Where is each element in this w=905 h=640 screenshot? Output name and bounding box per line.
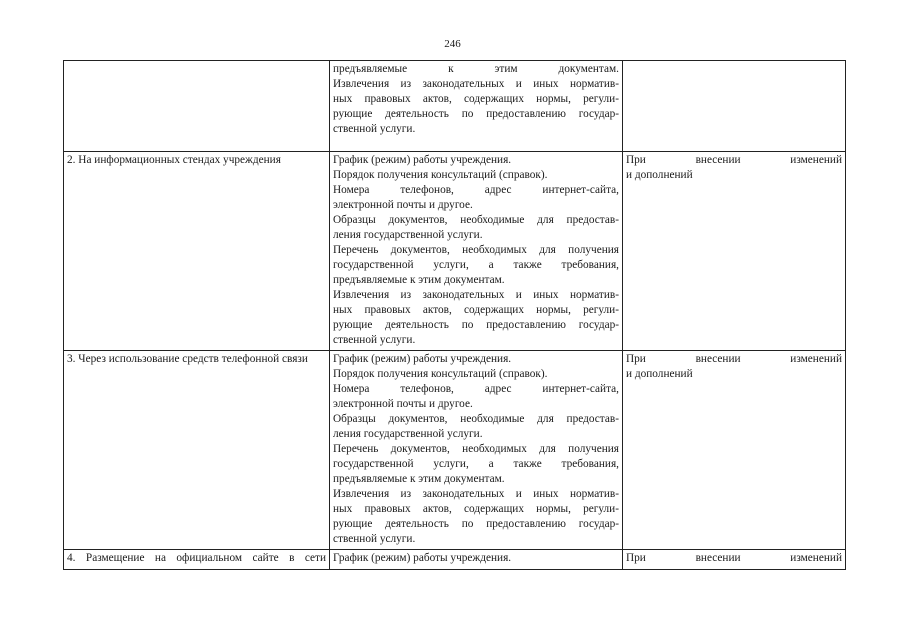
content-line: ных правовых актов, содержащих нормы, регули-: [333, 503, 619, 515]
content-line: Номера телефонов, адрес интернет-сайта,: [333, 184, 619, 196]
method-cell: 3. Через использование средств телефонной связи: [64, 351, 330, 550]
content-line: График (режим) работы учреждения.: [333, 552, 512, 564]
content-line: График (режим) работы учреждения.: [333, 353, 512, 365]
content-line: рующие деятельность по предоставлению государ-: [333, 319, 619, 331]
content-line: График (режим) работы учреждения.: [333, 154, 512, 166]
table-row: [64, 152, 846, 351]
method-cell: [64, 61, 330, 152]
table-row: [64, 351, 846, 550]
table-row: [64, 550, 846, 570]
content-cell: [330, 61, 623, 152]
content-line: Извлечения из законодательных и иных норматив-: [333, 78, 619, 90]
method-cell: 2. На информационных стендах учреждения: [64, 152, 330, 351]
content-line: предъявляемые к этим документам.: [333, 274, 505, 286]
table-row-continuation: [64, 61, 846, 152]
content-line: Перечень документов, необходимых для получения: [333, 244, 619, 256]
content-cell: [330, 152, 623, 351]
content-line: государственной услуги, а также требования,: [333, 259, 619, 271]
content-line: Извлечения из законодательных и иных норматив-: [333, 488, 619, 500]
page-number: 246: [444, 38, 461, 50]
content-line: Порядок получения консультаций (справок).: [333, 169, 548, 181]
content-line: предъявляемые к этим документам.: [333, 473, 505, 485]
content-line: ления государственной услуги.: [333, 229, 483, 241]
content-line: ных правовых актов, содержащих нормы, регули-: [333, 93, 619, 105]
content-line: Номера телефонов, адрес интернет-сайта,: [333, 383, 619, 395]
content-cell: [330, 550, 623, 570]
deadline-cell: [623, 351, 846, 550]
content-line: Извлечения из законодательных и иных норматив-: [333, 289, 619, 301]
deadline-line: При внесении изменений: [626, 154, 842, 166]
content-line: электронной почты и другое.: [333, 398, 473, 410]
deadline-line: При внесении изменений: [626, 552, 842, 564]
content-line: государственной услуги, а также требования,: [333, 458, 619, 470]
deadline-cell: [623, 61, 846, 152]
content-line: Образцы документов, необходимые для предостав-: [333, 413, 619, 425]
content-line: рующие деятельность по предоставлению государ-: [333, 518, 619, 530]
information-methods-table: [63, 60, 846, 570]
content-line: ных правовых актов, содержащих нормы, регули-: [333, 304, 619, 316]
content-line: Порядок получения консультаций (справок).: [333, 368, 548, 380]
content-cell: [330, 351, 623, 550]
method-cell: 4. Размещение на официальном сайте в сети: [64, 550, 330, 570]
content-line: электронной почты и другое.: [333, 199, 473, 211]
content-line: предъявляемые к этим документам.: [333, 63, 619, 75]
deadline-cell: [623, 152, 846, 351]
content-line: ственной услуги.: [333, 123, 416, 135]
deadline-line: и дополнений: [626, 368, 693, 380]
content-line: ственной услуги.: [333, 334, 416, 346]
content-line: рующие деятельность по предоставлению государ-: [333, 108, 619, 120]
content-line: ственной услуги.: [333, 533, 416, 545]
deadline-line: При внесении изменений: [626, 353, 842, 365]
deadline-cell: [623, 550, 846, 570]
content-line: Перечень документов, необходимых для получения: [333, 443, 619, 455]
deadline-line: и дополнений: [626, 169, 693, 181]
content-line: Образцы документов, необходимые для предостав-: [333, 214, 619, 226]
content-line: ления государственной услуги.: [333, 428, 483, 440]
